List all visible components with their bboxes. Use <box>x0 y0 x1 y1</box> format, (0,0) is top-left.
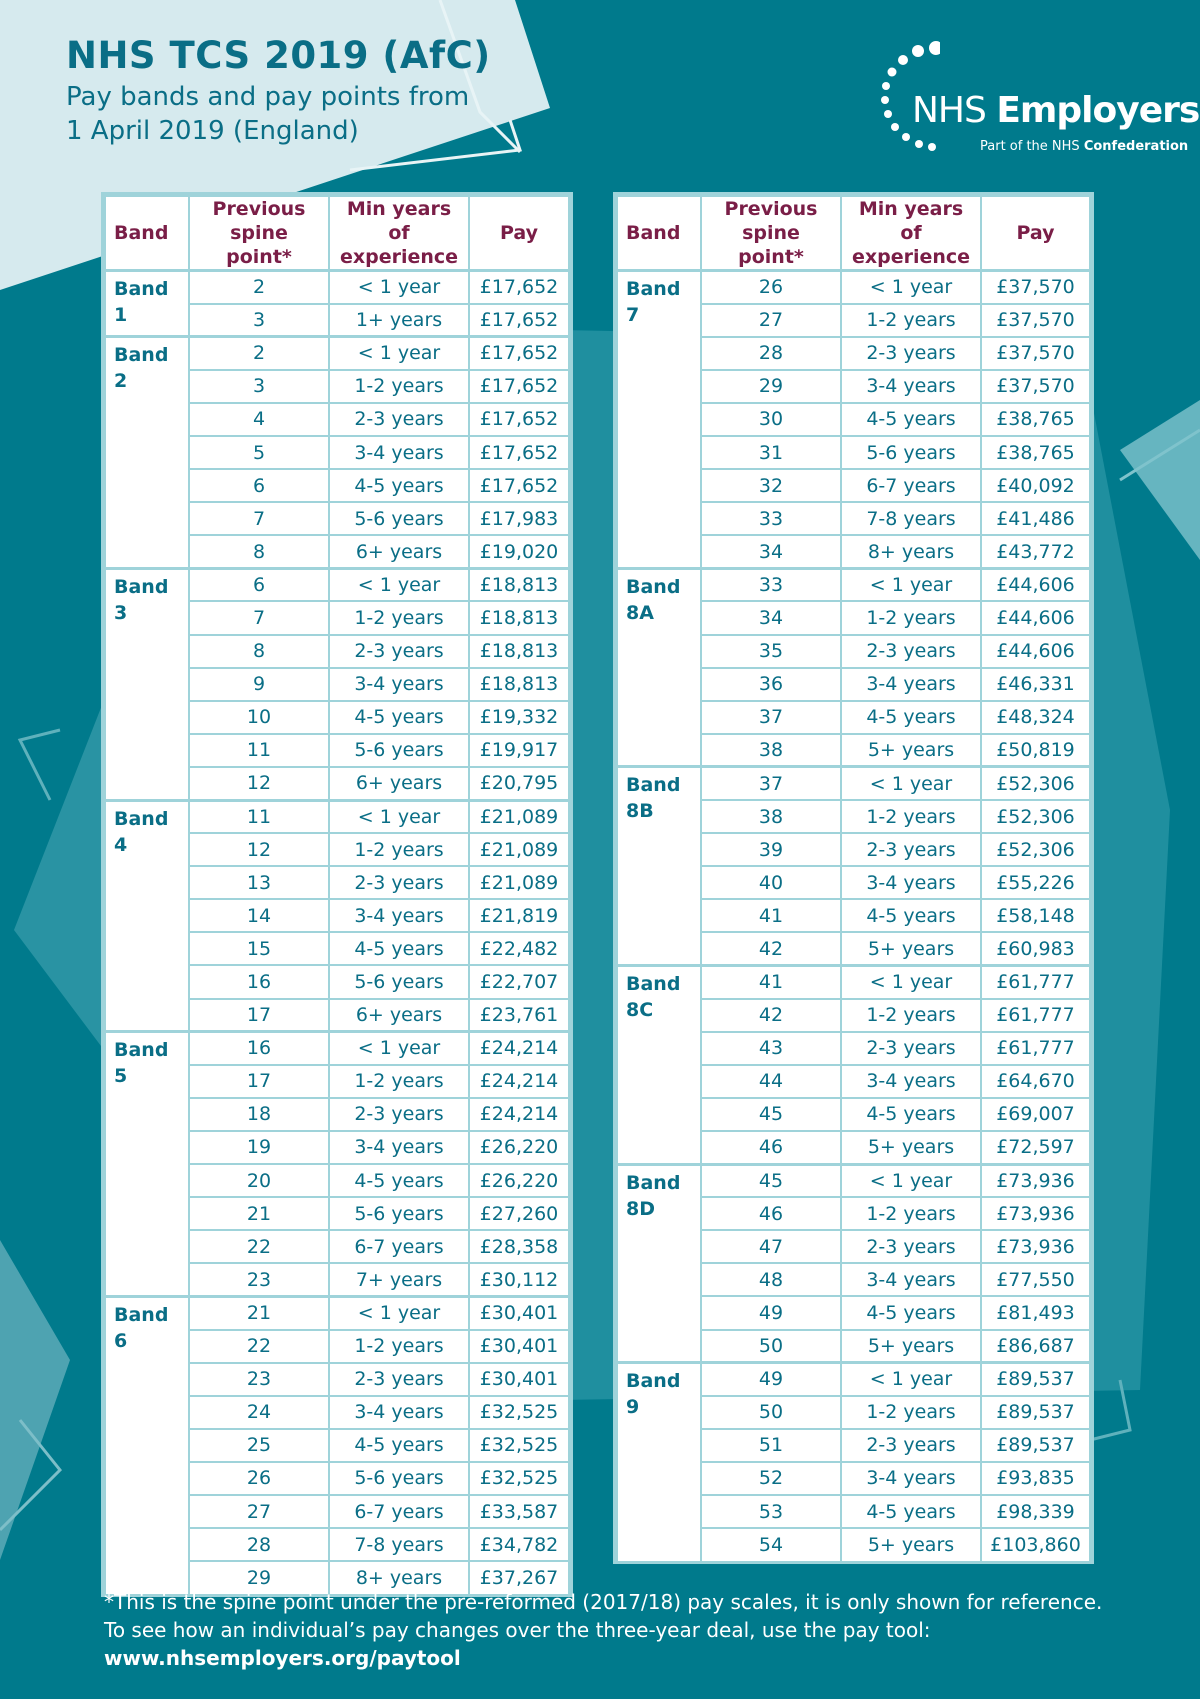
pay-cell: £48,324 <box>981 701 1090 734</box>
spine-point-cell: 51 <box>701 1429 841 1462</box>
col-header-pay: Pay <box>469 196 569 271</box>
experience-cell: 2-3 years <box>329 1098 469 1131</box>
logo-wordmark <box>912 90 1199 131</box>
pay-cell: £18,813 <box>469 601 569 634</box>
col-header-spine-l1: Previous <box>724 198 818 220</box>
logo-tagline <box>980 139 1188 154</box>
pay-cell: £21,089 <box>469 833 569 866</box>
experience-cell: 1-2 years <box>841 1197 981 1230</box>
table-row <box>617 271 1090 304</box>
experience-cell: 5-6 years <box>841 436 981 469</box>
spine-point-cell: 23 <box>189 1263 329 1296</box>
spine-point-cell: 52 <box>701 1462 841 1495</box>
experience-cell: 2-3 years <box>329 866 469 899</box>
experience-cell: 4-5 years <box>329 701 469 734</box>
experience-cell: 1-2 years <box>329 1065 469 1098</box>
pay-table-left-body <box>105 271 569 1595</box>
experience-cell: 5+ years <box>841 1528 981 1561</box>
pay-cell: £33,587 <box>469 1495 569 1528</box>
spine-point-cell: 34 <box>701 601 841 634</box>
spine-point-cell: 29 <box>701 370 841 403</box>
spine-point-cell: 49 <box>701 1363 841 1396</box>
spine-point-cell: 12 <box>189 767 329 800</box>
spine-point-cell: 3 <box>189 304 329 337</box>
experience-cell: < 1 year <box>841 1164 981 1197</box>
logo-tagline-bold: Confederation <box>1083 139 1189 154</box>
spine-point-cell: 45 <box>701 1164 841 1197</box>
experience-cell: 3-4 years <box>841 1263 981 1296</box>
table-row <box>617 767 1090 800</box>
experience-cell: 2-3 years <box>329 1363 469 1396</box>
pay-cell: £30,401 <box>469 1296 569 1329</box>
band-label: Band 5 <box>105 1032 189 1297</box>
spine-point-cell: 26 <box>701 271 841 304</box>
experience-cell: 1-2 years <box>329 370 469 403</box>
pay-cell: £32,525 <box>469 1462 569 1495</box>
experience-cell: 7-8 years <box>841 502 981 535</box>
pay-cell: £19,020 <box>469 535 569 568</box>
spine-point-cell: 24 <box>189 1396 329 1429</box>
experience-cell: 5+ years <box>841 734 981 767</box>
experience-cell: 1-2 years <box>329 833 469 866</box>
spine-point-cell: 40 <box>701 866 841 899</box>
pay-cell: £18,813 <box>469 668 569 701</box>
experience-cell: 6+ years <box>329 535 469 568</box>
table-row <box>617 1363 1090 1396</box>
pay-cell: £18,813 <box>469 568 569 601</box>
pay-cell: £89,537 <box>981 1396 1090 1429</box>
col-header-spine <box>701 196 841 271</box>
table-row <box>617 1164 1090 1197</box>
experience-cell: 6+ years <box>329 999 469 1032</box>
pay-cell: £44,606 <box>981 635 1090 668</box>
experience-cell: 3-4 years <box>329 1131 469 1164</box>
experience-cell: 5-6 years <box>329 502 469 535</box>
subtitle-line-2: 1 April 2019 (England) <box>66 116 359 146</box>
experience-cell: 1-2 years <box>841 1396 981 1429</box>
spine-point-cell: 16 <box>189 965 329 998</box>
spine-point-cell: 39 <box>701 833 841 866</box>
table-row <box>105 271 569 304</box>
experience-cell: 5-6 years <box>329 965 469 998</box>
experience-cell: 1-2 years <box>329 601 469 634</box>
spine-point-cell: 37 <box>701 767 841 800</box>
table-row <box>105 568 569 601</box>
spine-point-cell: 18 <box>189 1098 329 1131</box>
spine-point-cell: 27 <box>189 1495 329 1528</box>
footnote <box>104 1588 1164 1644</box>
spine-point-cell: 33 <box>701 502 841 535</box>
experience-cell: 1+ years <box>329 304 469 337</box>
pay-cell: £44,606 <box>981 601 1090 634</box>
experience-cell: 6+ years <box>329 767 469 800</box>
spine-point-cell: 38 <box>701 734 841 767</box>
experience-cell: 2-3 years <box>329 403 469 436</box>
pay-cell: £20,795 <box>469 767 569 800</box>
pay-cell: £37,570 <box>981 304 1090 337</box>
col-header-years-l1: Min years of <box>858 198 964 244</box>
experience-cell: 7+ years <box>329 1263 469 1296</box>
experience-cell: < 1 year <box>329 568 469 601</box>
spine-point-cell: 14 <box>189 899 329 932</box>
experience-cell: 6-7 years <box>329 1230 469 1263</box>
spine-point-cell: 2 <box>189 337 329 370</box>
experience-cell: 3-4 years <box>329 436 469 469</box>
spine-point-cell: 33 <box>701 568 841 601</box>
spine-point-cell: 11 <box>189 734 329 767</box>
spine-point-cell: 5 <box>189 436 329 469</box>
footnote-line-2: To see how an individual’s pay changes over the three-year deal, use the pay tool: <box>104 1618 931 1642</box>
band-label: Band 6 <box>105 1296 189 1594</box>
experience-cell: 1-2 years <box>841 800 981 833</box>
pay-cell: £44,606 <box>981 568 1090 601</box>
pay-cell: £27,260 <box>469 1197 569 1230</box>
pay-cell: £55,226 <box>981 866 1090 899</box>
spine-point-cell: 27 <box>701 304 841 337</box>
table-row <box>105 800 569 833</box>
experience-cell: 4-5 years <box>329 1164 469 1197</box>
band-label: Band 3 <box>105 568 189 800</box>
spine-point-cell: 42 <box>701 999 841 1032</box>
band-label: Band 7 <box>617 271 701 569</box>
spine-point-cell: 25 <box>189 1429 329 1462</box>
col-header-years-l2: experience <box>851 246 971 268</box>
table-row <box>617 568 1090 601</box>
experience-cell: < 1 year <box>329 1032 469 1065</box>
pay-cell: £32,525 <box>469 1396 569 1429</box>
pay-cell: £81,493 <box>981 1296 1090 1329</box>
pay-cell: £24,214 <box>469 1098 569 1131</box>
spine-point-cell: 44 <box>701 1065 841 1098</box>
experience-cell: 4-5 years <box>841 701 981 734</box>
col-header-spine <box>189 196 329 271</box>
spine-point-cell: 7 <box>189 601 329 634</box>
experience-cell: 2-3 years <box>841 337 981 370</box>
pay-cell: £17,652 <box>469 304 569 337</box>
subtitle-line-1: Pay bands and pay points from <box>66 82 470 112</box>
col-header-pay: Pay <box>981 196 1090 271</box>
experience-cell: 3-4 years <box>841 1065 981 1098</box>
pay-cell: £17,652 <box>469 370 569 403</box>
col-header-years <box>841 196 981 271</box>
experience-cell: 2-3 years <box>841 833 981 866</box>
pay-cell: £37,570 <box>981 370 1090 403</box>
pay-cell: £52,306 <box>981 767 1090 800</box>
spine-point-cell: 43 <box>701 1032 841 1065</box>
pay-cell: £37,570 <box>981 271 1090 304</box>
experience-cell: 4-5 years <box>841 1098 981 1131</box>
pay-cell: £77,550 <box>981 1263 1090 1296</box>
pay-cell: £103,860 <box>981 1528 1090 1561</box>
spine-point-cell: 17 <box>189 1065 329 1098</box>
spine-point-cell: 50 <box>701 1396 841 1429</box>
pay-cell: £17,652 <box>469 403 569 436</box>
experience-cell: 2-3 years <box>841 1032 981 1065</box>
experience-cell: 3-4 years <box>841 370 981 403</box>
spine-point-cell: 10 <box>189 701 329 734</box>
pay-cell: £73,936 <box>981 1197 1090 1230</box>
pay-cell: £61,777 <box>981 965 1090 998</box>
pay-cell: £34,782 <box>469 1528 569 1561</box>
experience-cell: 7-8 years <box>329 1528 469 1561</box>
pay-tool-link[interactable]: www.nhsemployers.org/paytool <box>104 1646 461 1670</box>
pay-cell: £22,482 <box>469 932 569 965</box>
experience-cell: < 1 year <box>841 965 981 998</box>
spine-point-cell: 37 <box>701 701 841 734</box>
experience-cell: 3-4 years <box>841 1462 981 1495</box>
spine-point-cell: 8 <box>189 635 329 668</box>
pay-cell: £38,765 <box>981 403 1090 436</box>
pay-cell: £52,306 <box>981 800 1090 833</box>
experience-cell: 2-3 years <box>841 635 981 668</box>
col-header-years <box>329 196 469 271</box>
pay-cell: £86,687 <box>981 1330 1090 1363</box>
experience-cell: 1-2 years <box>841 304 981 337</box>
experience-cell: 3-4 years <box>841 866 981 899</box>
experience-cell: 5-6 years <box>329 1462 469 1495</box>
pay-cell: £24,214 <box>469 1032 569 1065</box>
spine-point-cell: 49 <box>701 1296 841 1329</box>
experience-cell: 3-4 years <box>329 1396 469 1429</box>
pay-cell: £30,401 <box>469 1363 569 1396</box>
experience-cell: < 1 year <box>329 271 469 304</box>
experience-cell: 6-7 years <box>329 1495 469 1528</box>
pay-cell: £93,835 <box>981 1462 1090 1495</box>
experience-cell: 4-5 years <box>329 1429 469 1462</box>
logo-tagline-prefix: Part of the NHS <box>980 139 1080 154</box>
spine-point-cell: 35 <box>701 635 841 668</box>
col-header-band: Band <box>105 196 189 271</box>
band-label: Band 8C <box>617 965 701 1164</box>
spine-point-cell: 29 <box>189 1561 329 1594</box>
pay-cell: £17,652 <box>469 469 569 502</box>
pay-cell: £21,089 <box>469 800 569 833</box>
spine-point-cell: 16 <box>189 1032 329 1065</box>
spine-point-cell: 54 <box>701 1528 841 1561</box>
spine-point-cell: 11 <box>189 800 329 833</box>
col-header-spine-l2: spine point* <box>738 222 804 268</box>
spine-point-cell: 30 <box>701 403 841 436</box>
logo-word-employers: Employers <box>996 90 1200 131</box>
experience-cell: 1-2 years <box>841 999 981 1032</box>
experience-cell: 1-2 years <box>329 1330 469 1363</box>
experience-cell: 5+ years <box>841 932 981 965</box>
experience-cell: 8+ years <box>841 535 981 568</box>
table-header-row <box>617 196 1090 271</box>
pay-cell: £58,148 <box>981 899 1090 932</box>
pay-cell: £64,670 <box>981 1065 1090 1098</box>
spine-point-cell: 48 <box>701 1263 841 1296</box>
pay-cell: £19,917 <box>469 734 569 767</box>
experience-cell: 2-3 years <box>841 1230 981 1263</box>
pay-cell: £18,813 <box>469 635 569 668</box>
experience-cell: 5-6 years <box>329 734 469 767</box>
table-row <box>105 1032 569 1065</box>
pay-cell: £41,486 <box>981 502 1090 535</box>
experience-cell: 4-5 years <box>329 469 469 502</box>
pay-cell: £40,092 <box>981 469 1090 502</box>
spine-point-cell: 17 <box>189 999 329 1032</box>
experience-cell: < 1 year <box>329 337 469 370</box>
pay-cell: £22,707 <box>469 965 569 998</box>
spine-point-cell: 9 <box>189 668 329 701</box>
col-header-spine-l2: spine point* <box>226 222 292 268</box>
experience-cell: 4-5 years <box>329 932 469 965</box>
experience-cell: < 1 year <box>329 1296 469 1329</box>
spine-point-cell: 22 <box>189 1230 329 1263</box>
pay-cell: £32,525 <box>469 1429 569 1462</box>
experience-cell: < 1 year <box>841 568 981 601</box>
logo-word-nhs: NHS <box>912 90 986 131</box>
spine-point-cell: 21 <box>189 1197 329 1230</box>
pay-cell: £61,777 <box>981 999 1090 1032</box>
col-header-years-l1: Min years of <box>346 198 452 244</box>
table-header-row <box>105 196 569 271</box>
pay-cell: £60,983 <box>981 932 1090 965</box>
experience-cell: 6-7 years <box>841 469 981 502</box>
pay-table-right-body <box>617 271 1090 1562</box>
spine-point-cell: 38 <box>701 800 841 833</box>
spine-point-cell: 36 <box>701 668 841 701</box>
experience-cell: 5-6 years <box>329 1197 469 1230</box>
band-label: Band 8A <box>617 568 701 767</box>
spine-point-cell: 12 <box>189 833 329 866</box>
pay-cell: £73,936 <box>981 1164 1090 1197</box>
pay-cell: £73,936 <box>981 1230 1090 1263</box>
pay-cell: £24,214 <box>469 1065 569 1098</box>
spine-point-cell: 46 <box>701 1197 841 1230</box>
pay-cell: £89,537 <box>981 1429 1090 1462</box>
experience-cell: 2-3 years <box>841 1429 981 1462</box>
band-label: Band 8D <box>617 1164 701 1363</box>
experience-cell: 8+ years <box>329 1561 469 1594</box>
spine-point-cell: 46 <box>701 1131 841 1164</box>
col-header-years-l2: experience <box>339 246 459 268</box>
band-label: Band 9 <box>617 1363 701 1562</box>
spine-point-cell: 28 <box>701 337 841 370</box>
spine-point-cell: 28 <box>189 1528 329 1561</box>
pay-cell: £98,339 <box>981 1495 1090 1528</box>
experience-cell: 3-4 years <box>841 668 981 701</box>
pay-cell: £30,401 <box>469 1330 569 1363</box>
nhs-employers-logo <box>870 38 1200 163</box>
pay-cell: £52,306 <box>981 833 1090 866</box>
col-header-band: Band <box>617 196 701 271</box>
experience-cell: 3-4 years <box>329 899 469 932</box>
pay-cell: £17,983 <box>469 502 569 535</box>
pay-cell: £23,761 <box>469 999 569 1032</box>
experience-cell: < 1 year <box>841 1363 981 1396</box>
band-label: Band 8B <box>617 767 701 966</box>
pay-cell: £30,112 <box>469 1263 569 1296</box>
spine-point-cell: 13 <box>189 866 329 899</box>
spine-point-cell: 32 <box>701 469 841 502</box>
pay-cell: £17,652 <box>469 337 569 370</box>
experience-cell: 4-5 years <box>841 1495 981 1528</box>
pay-cell: £61,777 <box>981 1032 1090 1065</box>
spine-point-cell: 3 <box>189 370 329 403</box>
spine-point-cell: 6 <box>189 469 329 502</box>
col-header-spine-l1: Previous <box>212 198 306 220</box>
pay-cell: £26,220 <box>469 1131 569 1164</box>
band-label: Band 1 <box>105 271 189 337</box>
experience-cell: 2-3 years <box>329 635 469 668</box>
pay-cell: £46,331 <box>981 668 1090 701</box>
experience-cell: < 1 year <box>329 800 469 833</box>
spine-point-cell: 45 <box>701 1098 841 1131</box>
band-label: Band 2 <box>105 337 189 569</box>
spine-point-cell: 34 <box>701 535 841 568</box>
pay-cell: £37,267 <box>469 1561 569 1594</box>
experience-cell: 4-5 years <box>841 1296 981 1329</box>
experience-cell: 3-4 years <box>329 668 469 701</box>
pay-table-left <box>104 195 570 1594</box>
pay-cell: £38,765 <box>981 436 1090 469</box>
spine-point-cell: 7 <box>189 502 329 535</box>
page-subtitle <box>66 80 469 148</box>
footnote-line-1: *This is the spine point under the pre-reformed (2017/18) pay scales, it is only shown for reference. <box>104 1590 1103 1614</box>
band-label: Band 4 <box>105 800 189 1032</box>
experience-cell: 4-5 years <box>841 403 981 436</box>
pay-cell: £28,358 <box>469 1230 569 1263</box>
spine-point-cell: 26 <box>189 1462 329 1495</box>
page-title: NHS TCS 2019 (AfC) <box>66 34 491 77</box>
spine-point-cell: 41 <box>701 899 841 932</box>
experience-cell: 1-2 years <box>841 601 981 634</box>
table-row <box>105 1296 569 1329</box>
experience-cell: < 1 year <box>841 767 981 800</box>
spine-point-cell: 22 <box>189 1330 329 1363</box>
pay-table-right <box>616 195 1091 1561</box>
spine-point-cell: 8 <box>189 535 329 568</box>
experience-cell: < 1 year <box>841 271 981 304</box>
spine-point-cell: 4 <box>189 403 329 436</box>
pay-cell: £69,007 <box>981 1098 1090 1131</box>
pay-cell: £26,220 <box>469 1164 569 1197</box>
pay-cell: £43,772 <box>981 535 1090 568</box>
spine-point-cell: 2 <box>189 271 329 304</box>
pay-cell: £37,570 <box>981 337 1090 370</box>
spine-point-cell: 23 <box>189 1363 329 1396</box>
experience-cell: 5+ years <box>841 1330 981 1363</box>
spine-point-cell: 15 <box>189 932 329 965</box>
spine-point-cell: 20 <box>189 1164 329 1197</box>
pay-cell: £21,819 <box>469 899 569 932</box>
spine-point-cell: 19 <box>189 1131 329 1164</box>
experience-cell: 5+ years <box>841 1131 981 1164</box>
table-row <box>105 337 569 370</box>
pay-cell: £17,652 <box>469 271 569 304</box>
spine-point-cell: 41 <box>701 965 841 998</box>
pay-cell: £21,089 <box>469 866 569 899</box>
spine-point-cell: 21 <box>189 1296 329 1329</box>
pay-cell: £72,597 <box>981 1131 1090 1164</box>
experience-cell: 4-5 years <box>841 899 981 932</box>
pay-cell: £19,332 <box>469 701 569 734</box>
spine-point-cell: 53 <box>701 1495 841 1528</box>
table-row <box>617 965 1090 998</box>
spine-point-cell: 31 <box>701 436 841 469</box>
spine-point-cell: 50 <box>701 1330 841 1363</box>
pay-cell: £17,652 <box>469 436 569 469</box>
pay-cell: £50,819 <box>981 734 1090 767</box>
spine-point-cell: 6 <box>189 568 329 601</box>
spine-point-cell: 47 <box>701 1230 841 1263</box>
spine-point-cell: 42 <box>701 932 841 965</box>
pay-cell: £89,537 <box>981 1363 1090 1396</box>
